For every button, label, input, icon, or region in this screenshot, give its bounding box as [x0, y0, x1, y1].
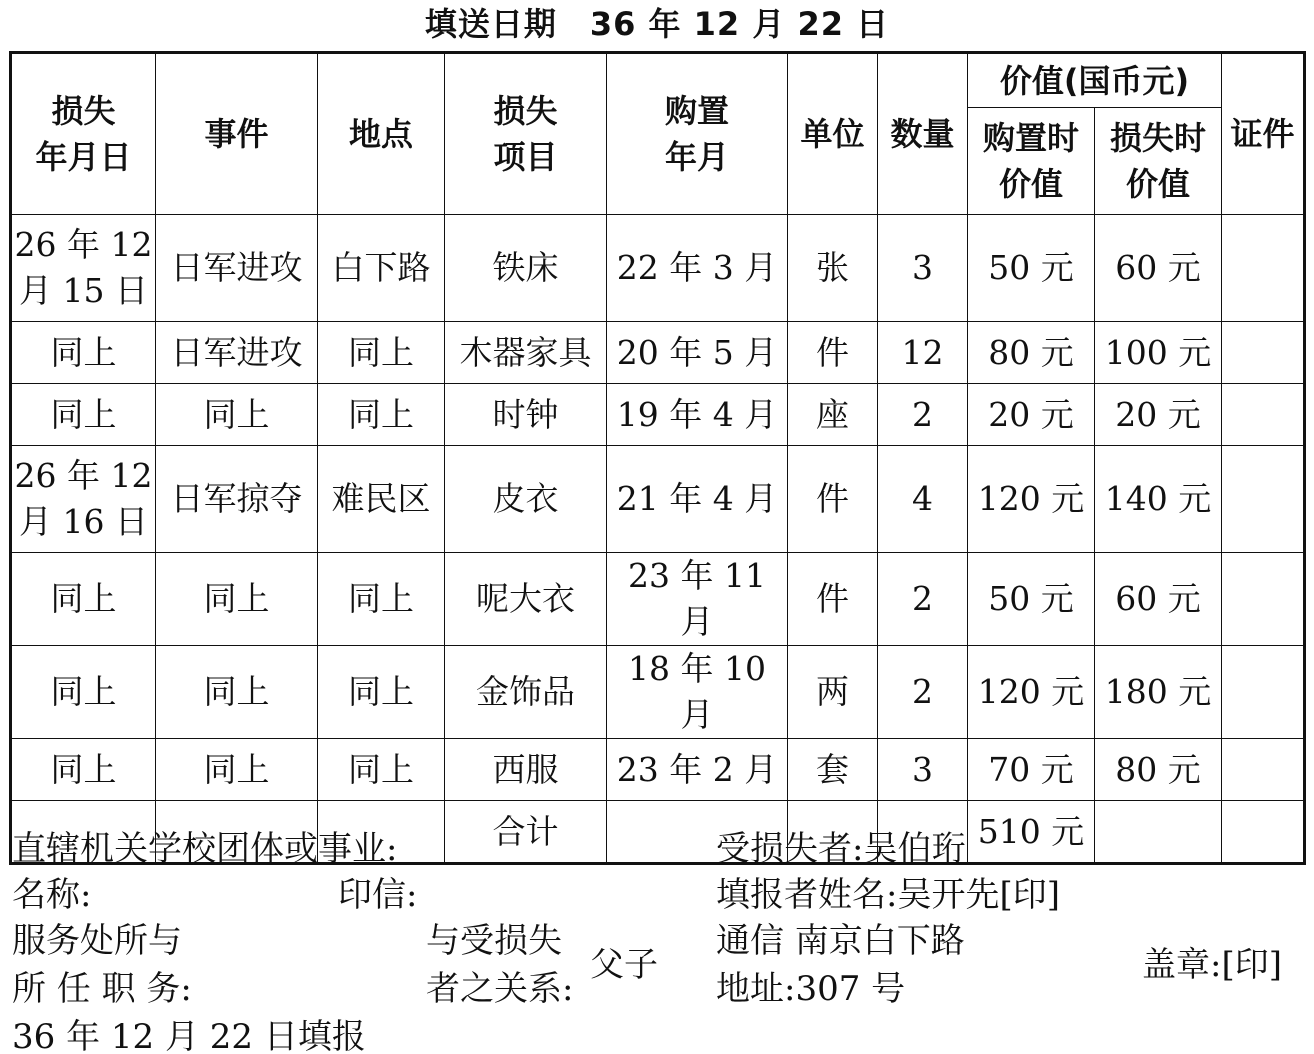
cell-proof — [1222, 739, 1305, 801]
header-proof: 证件 — [1222, 53, 1305, 215]
table-row — [11, 322, 1305, 384]
cell-value-purchase: 50 元 — [968, 553, 1095, 646]
address-line-2: 地址:307 号 — [716, 969, 906, 1009]
cell-item: 时钟 — [445, 384, 607, 446]
cell-unit: 件 — [788, 553, 878, 646]
cell-event: 同上 — [156, 553, 318, 646]
cell-value-purchase: 80 元 — [968, 322, 1095, 384]
victim-name: 受损失者:吴伯珩 — [716, 829, 966, 869]
header-value-group: 价值(国币元) — [968, 53, 1222, 108]
cell-proof — [1222, 215, 1305, 322]
cell-item: 西服 — [445, 739, 607, 801]
cell-event: 同上 — [156, 739, 318, 801]
cell-item: 木器家具 — [445, 322, 607, 384]
cell-proof — [1222, 646, 1305, 739]
relation-label-1: 与受损失 — [426, 921, 562, 961]
cell-value-loss: 180 元 — [1095, 646, 1222, 739]
address-line-1: 通信 南京白下路 — [716, 921, 965, 961]
header-loss-date: 损失 年月日 — [11, 53, 156, 215]
cell-item: 皮衣 — [445, 446, 607, 553]
cell-unit: 两 — [788, 646, 878, 739]
cell-value-loss: 60 元 — [1095, 215, 1222, 322]
cell-qty: 12 — [878, 322, 968, 384]
cell-unit: 套 — [788, 739, 878, 801]
total-label: 合计 — [445, 801, 607, 864]
header-event: 事件 — [156, 53, 318, 215]
seal-label: 印信: — [338, 875, 418, 915]
cell-qty: 3 — [878, 215, 968, 322]
table-row — [11, 384, 1305, 446]
org-label: 直辖机关学校团体或事业: — [12, 829, 398, 869]
cell-event: 日军掠夺 — [156, 446, 318, 553]
cell-purchase: 21 年 4 月 — [607, 446, 788, 553]
loss-table — [9, 51, 1306, 865]
cell-value-loss: 80 元 — [1095, 739, 1222, 801]
reporter-name: 填报者姓名:吴开先[印] — [716, 875, 1060, 915]
cell-proof — [1222, 384, 1305, 446]
header-purchase-date: 购置 年月 — [607, 53, 788, 215]
cell-purchase: 23 年 11 月 — [607, 553, 788, 646]
cell-qty: 2 — [878, 553, 968, 646]
cell-place: 同上 — [318, 739, 445, 801]
table-row — [11, 215, 1305, 322]
cell-value-purchase: 120 元 — [968, 646, 1095, 739]
table-row — [11, 553, 1305, 646]
cell-qty: 2 — [878, 384, 968, 446]
cell-value-loss: 100 元 — [1095, 322, 1222, 384]
cell-qty: 2 — [878, 646, 968, 739]
relation-label-2: 者之关系: — [426, 969, 574, 1009]
cell-value-loss: 140 元 — [1095, 446, 1222, 553]
table-row — [11, 646, 1305, 739]
cell-unit: 座 — [788, 384, 878, 446]
header-unit: 单位 — [788, 53, 878, 215]
cell-date: 同上 — [11, 553, 156, 646]
cell-value-purchase: 50 元 — [968, 215, 1095, 322]
office-label-2: 所 任 职 务: — [12, 969, 192, 1009]
filed-date: 36 年 12 月 22 日填报 — [12, 1017, 366, 1054]
cell-value-purchase: 120 元 — [968, 446, 1095, 553]
cell-event: 日军进攻 — [156, 215, 318, 322]
cell-proof — [1222, 322, 1305, 384]
table-row — [11, 446, 1305, 553]
cell-event: 同上 — [156, 384, 318, 446]
header-item: 损失 项目 — [445, 53, 607, 215]
cell-proof — [1222, 553, 1305, 646]
cell-place: 同上 — [318, 646, 445, 739]
cell-value-purchase: 70 元 — [968, 739, 1095, 801]
cell-place: 同上 — [318, 553, 445, 646]
cell-value-purchase: 20 元 — [968, 384, 1095, 446]
cell-event: 同上 — [156, 646, 318, 739]
cell-unit: 张 — [788, 215, 878, 322]
cell-date: 同上 — [11, 384, 156, 446]
relation-value: 父子 — [590, 945, 658, 985]
cell-date: 同上 — [11, 322, 156, 384]
form-footer — [0, 820, 1314, 1054]
name-label: 名称: — [12, 875, 92, 915]
cell-place: 同上 — [318, 384, 445, 446]
cell-purchase: 20 年 5 月 — [607, 322, 788, 384]
cell-place: 难民区 — [318, 446, 445, 553]
cell-qty: 3 — [878, 739, 968, 801]
cell-event: 日军进攻 — [156, 322, 318, 384]
cell-place: 白下路 — [318, 215, 445, 322]
cell-date: 26 年 12 月 15 日 — [11, 215, 156, 322]
cell-purchase: 19 年 4 月 — [607, 384, 788, 446]
cell-purchase: 22 年 3 月 — [607, 215, 788, 322]
cell-unit: 件 — [788, 322, 878, 384]
total-value-purchase: 510 元 — [968, 801, 1095, 864]
cell-date: 同上 — [11, 739, 156, 801]
cell-purchase: 18 年 10 月 — [607, 646, 788, 739]
cell-proof — [1222, 446, 1305, 553]
office-label-1: 服务处所与 — [12, 921, 182, 961]
cell-date: 26 年 12 月 16 日 — [11, 446, 156, 553]
table-row — [11, 739, 1305, 801]
cell-item: 金饰品 — [445, 646, 607, 739]
cell-place: 同上 — [318, 322, 445, 384]
cell-value-loss: 60 元 — [1095, 553, 1222, 646]
header-quantity: 数量 — [878, 53, 968, 215]
cell-purchase: 23 年 2 月 — [607, 739, 788, 801]
header-value-purchase: 购置时 价值 — [968, 108, 1095, 215]
cell-item: 铁床 — [445, 215, 607, 322]
stamp-label: 盖章:[印] — [1142, 945, 1282, 985]
cell-value-loss: 20 元 — [1095, 384, 1222, 446]
cell-unit: 件 — [788, 446, 878, 553]
cell-qty: 4 — [878, 446, 968, 553]
header-place: 地点 — [318, 53, 445, 215]
cell-date: 同上 — [11, 646, 156, 739]
header-value-loss: 损失时 价值 — [1095, 108, 1222, 215]
cell-item: 呢大衣 — [445, 553, 607, 646]
form-date-title: 填送日期 36 年 12 月 22 日 — [424, 5, 890, 43]
